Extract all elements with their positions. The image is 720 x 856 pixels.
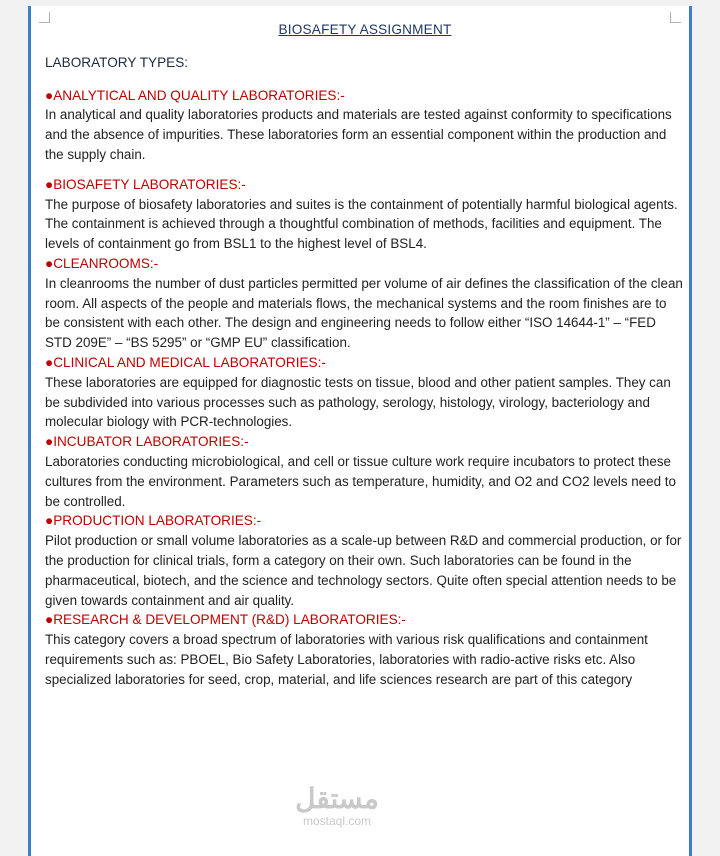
watermark-text: mostaql.com (302, 814, 372, 828)
section-paragraph: In analytical and quality laboratories products and materials are tested against conformity to specifications and the absence of impurities. These laboratories form an essential component within the production and the supply chain. (45, 107, 672, 162)
section-analytical (45, 86, 685, 165)
section-heading: ●RESEARCH & DEVELOPMENT (R&D) LABORATORIES:- (45, 612, 406, 628)
section-cleanrooms (45, 254, 685, 353)
section-paragraph: Laboratories conducting microbiological, and cell or tissue culture work require incubators to protect these cultures from the environment. Parameters such as temperature, humidity, and O2 and CO2 levels need to be controlled. (45, 453, 676, 509)
document-page (28, 6, 692, 856)
section-paragraph: These laboratories are equipped for diagnostic tests on tissue, blood and other patient samples. They can be subdivided into various processes such as pathology, serology, histology, virology, bacteriology and molecular biology with PCR-technologies. (45, 374, 671, 430)
document-body (45, 20, 685, 690)
section-research (45, 610, 685, 689)
watermark-logo: مستقل (295, 783, 379, 814)
section-heading: ●CLEANROOMS:- (45, 255, 159, 271)
mostaql-watermark (282, 784, 392, 828)
paragraph-spacer (45, 165, 685, 175)
section-incubator (45, 432, 685, 511)
section-heading: ●PRODUCTION LABORATORIES:- (45, 513, 262, 529)
document-title: BIOSAFETY ASSIGNMENT (278, 22, 452, 37)
section-heading: ●CLINICAL AND MEDICAL LABORATORIES:- (45, 354, 326, 370)
section-paragraph: The purpose of biosafety laboratories and suites is the containment of potentially harmful biological agents. The containment is achieved through a thoughtful combination of methods, facilities and equipment. The levels of containment go from BSL1 to the highest level of BSL4. (45, 196, 678, 252)
section-paragraph: Pilot production or small volume laboratories as a scale-up between R&D and commercial production, or for the production for clinical trials, form a category on their own. Such laboratories can be found in the pharmaceutical, biotech, and the science and technology sectors. Quite often special attention needs to be given towards containment and air quality. (45, 533, 682, 608)
section-paragraph: This category covers a broad spectrum of laboratories with various risk qualifications and containment requirements such as: PBOEL, Bio Safety Laboratories, laboratories with radio-active risks etc. Also specialized laboratories for seed, crop, material, and life sciences research are part of this category (45, 632, 648, 687)
section-paragraph: In cleanrooms the number of dust particles permitted per volume of air defines the classification of the clean room. All aspects of the people and materials flows, the mechanical systems and the room finishes are to be consistent with each other. The design and engineering needs to follow either “ISO 14644-1” – “FED STD 209E” – “BS 5295” or “GMP EU” classification. (45, 275, 683, 351)
document-subtitle: LABORATORY TYPES: (45, 54, 189, 70)
section-heading: ●INCUBATOR LABORATORIES:- (45, 434, 249, 450)
section-heading: ●BIOSAFETY LABORATORIES:- (45, 176, 246, 192)
section-biosafety (45, 175, 685, 254)
section-clinical (45, 353, 685, 432)
section-heading: ●ANALYTICAL AND QUALITY LABORATORIES:- (45, 87, 345, 103)
section-production (45, 511, 685, 610)
